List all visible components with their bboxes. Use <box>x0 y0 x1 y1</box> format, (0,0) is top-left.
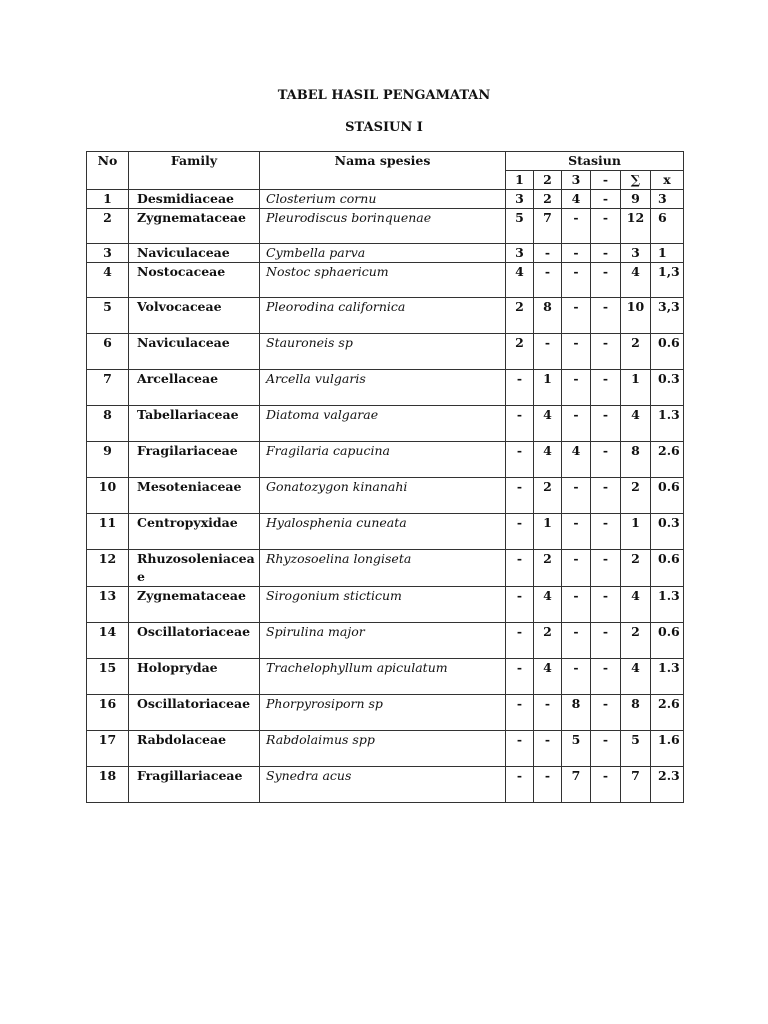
table-row <box>87 695 684 731</box>
species-cell: Rabdolaimus spp <box>260 731 506 767</box>
family-cell: Oscillatoriaceae <box>129 623 260 659</box>
row-number: 8 <box>87 406 129 442</box>
station-1-cell: 3 <box>506 244 534 263</box>
sum-cell: 4 <box>621 263 651 298</box>
station-2-cell: - <box>534 767 562 803</box>
species-cell: Gonatozygon kinanahi <box>260 478 506 514</box>
family-cell: Oscillatoriaceae <box>129 695 260 731</box>
species-cell: Sirogonium sticticum <box>260 587 506 623</box>
family-cell: Zygnemataceae <box>129 209 260 244</box>
species-cell: Nostoc sphaericum <box>260 263 506 298</box>
station-1-cell: 4 <box>506 263 534 298</box>
station-2-cell: 8 <box>534 298 562 334</box>
station-3-cell: - <box>562 514 591 550</box>
row-number: 11 <box>87 514 129 550</box>
header-no: No <box>87 152 129 190</box>
sum-cell: 3 <box>621 244 651 263</box>
family-cell: Fragillariaceae <box>129 767 260 803</box>
station-1-cell: - <box>506 478 534 514</box>
species-cell: Diatoma valgarae <box>260 406 506 442</box>
row-number: 12 <box>87 550 129 587</box>
species-cell: Hyalosphenia cuneata <box>260 514 506 550</box>
subheader-station-2: 2 <box>534 171 562 190</box>
station-2-cell: 4 <box>534 587 562 623</box>
table-row <box>87 623 684 659</box>
station-3-cell: - <box>562 406 591 442</box>
sum-cell: 8 <box>621 442 651 478</box>
station-4-cell: - <box>591 514 621 550</box>
species-cell: Synedra acus <box>260 767 506 803</box>
station-1-cell: - <box>506 731 534 767</box>
species-cell: Arcella vulgaris <box>260 370 506 406</box>
station-2-cell: - <box>534 334 562 370</box>
row-number: 2 <box>87 209 129 244</box>
sum-cell: 10 <box>621 298 651 334</box>
station-4-cell: - <box>591 406 621 442</box>
table-row <box>87 659 684 695</box>
family-cell: Tabellariaceae <box>129 406 260 442</box>
station-2-cell: 2 <box>534 478 562 514</box>
species-cell: Stauroneis sp <box>260 334 506 370</box>
station-1-cell: - <box>506 550 534 587</box>
station-4-cell: - <box>591 767 621 803</box>
row-number: 9 <box>87 442 129 478</box>
station-3-cell: 5 <box>562 731 591 767</box>
table-row <box>87 442 684 478</box>
mean-cell: 0.6 <box>651 623 684 659</box>
species-cell: Phorpyrosiporn sp <box>260 695 506 731</box>
row-number: 10 <box>87 478 129 514</box>
station-4-cell: - <box>591 695 621 731</box>
station-1-cell: 3 <box>506 190 534 209</box>
species-cell: Closterium cornu <box>260 190 506 209</box>
mean-cell: 1,3 <box>651 263 684 298</box>
station-4-cell: - <box>591 334 621 370</box>
station-1-cell: 2 <box>506 334 534 370</box>
row-number: 1 <box>87 190 129 209</box>
family-cell: Nostocaceae <box>129 263 260 298</box>
row-number: 17 <box>87 731 129 767</box>
species-cell: Pleurodiscus borinquenae <box>260 209 506 244</box>
station-4-cell: - <box>591 623 621 659</box>
family-cell: Volvocaceae <box>129 298 260 334</box>
station-2-cell: - <box>534 695 562 731</box>
station-4-cell: - <box>591 587 621 623</box>
species-cell: Trachelophyllum apiculatum <box>260 659 506 695</box>
sum-cell: 4 <box>621 659 651 695</box>
observation-table <box>86 151 684 803</box>
sum-cell: 1 <box>621 370 651 406</box>
sum-cell: 8 <box>621 695 651 731</box>
sum-cell: 2 <box>621 550 651 587</box>
row-number: 3 <box>87 244 129 263</box>
sum-cell: 5 <box>621 731 651 767</box>
mean-cell: 0.3 <box>651 370 684 406</box>
station-3-cell: 4 <box>562 190 591 209</box>
subheader-station-3: 3 <box>562 171 591 190</box>
mean-cell: 0.3 <box>651 514 684 550</box>
station-3-cell: 8 <box>562 695 591 731</box>
subheader-mean: x <box>651 171 684 190</box>
station-1-cell: 5 <box>506 209 534 244</box>
mean-cell: 1.3 <box>651 659 684 695</box>
station-2-cell: 4 <box>534 442 562 478</box>
station-3-cell: - <box>562 659 591 695</box>
station-2-cell: - <box>534 244 562 263</box>
species-cell: Pleorodina californica <box>260 298 506 334</box>
station-2-cell: - <box>534 263 562 298</box>
station-2-cell: 7 <box>534 209 562 244</box>
table-body <box>87 190 684 803</box>
species-cell: Spirulina major <box>260 623 506 659</box>
station-2-cell: 1 <box>534 370 562 406</box>
table-row <box>87 244 684 263</box>
station-3-cell: - <box>562 478 591 514</box>
mean-cell: 3 <box>651 190 684 209</box>
table-row <box>87 263 684 298</box>
mean-cell: 6 <box>651 209 684 244</box>
station-3-cell: - <box>562 263 591 298</box>
station-4-cell: - <box>591 478 621 514</box>
family-cell: Rabdolaceae <box>129 731 260 767</box>
station-4-cell: - <box>591 731 621 767</box>
station-1-cell: - <box>506 695 534 731</box>
table-row <box>87 406 684 442</box>
table-row <box>87 731 684 767</box>
species-cell: Cymbella parva <box>260 244 506 263</box>
family-cell: Rhuzosoleniaceae <box>129 550 260 587</box>
row-number: 14 <box>87 623 129 659</box>
station-2-cell: 2 <box>534 190 562 209</box>
station-3-cell: - <box>562 298 591 334</box>
subheader-station-4: - <box>591 171 621 190</box>
station-3-cell: - <box>562 550 591 587</box>
family-cell: Desmidiaceae <box>129 190 260 209</box>
station-3-cell: - <box>562 370 591 406</box>
station-3-cell: 4 <box>562 442 591 478</box>
station-2-cell: - <box>534 731 562 767</box>
station-4-cell: - <box>591 659 621 695</box>
table-row <box>87 550 684 587</box>
station-4-cell: - <box>591 190 621 209</box>
row-number: 18 <box>87 767 129 803</box>
sum-cell: 9 <box>621 190 651 209</box>
table-row <box>87 298 684 334</box>
sum-cell: 7 <box>621 767 651 803</box>
station-1-cell: - <box>506 406 534 442</box>
family-cell: Fragilariaceae <box>129 442 260 478</box>
station-3-cell: - <box>562 587 591 623</box>
station-1-cell: - <box>506 623 534 659</box>
sum-cell: 2 <box>621 478 651 514</box>
table-row <box>87 587 684 623</box>
station-1-cell: - <box>506 370 534 406</box>
table-row <box>87 478 684 514</box>
mean-cell: 3,3 <box>651 298 684 334</box>
station-4-cell: - <box>591 442 621 478</box>
family-cell: Arcellaceae <box>129 370 260 406</box>
station-2-cell: 1 <box>534 514 562 550</box>
family-cell: Naviculaceae <box>129 244 260 263</box>
station-1-cell: - <box>506 587 534 623</box>
header-family: Family <box>129 152 260 190</box>
mean-cell: 1.3 <box>651 587 684 623</box>
station-4-cell: - <box>591 550 621 587</box>
row-number: 5 <box>87 298 129 334</box>
station-2-cell: 4 <box>534 659 562 695</box>
sum-cell: 2 <box>621 334 651 370</box>
mean-cell: 2.3 <box>651 767 684 803</box>
family-cell: Holoprydae <box>129 659 260 695</box>
species-cell: Fragilaria capucina <box>260 442 506 478</box>
table-row <box>87 514 684 550</box>
mean-cell: 2.6 <box>651 442 684 478</box>
station-3-cell: - <box>562 244 591 263</box>
row-number: 7 <box>87 370 129 406</box>
station-4-cell: - <box>591 370 621 406</box>
document-subtitle: STASIUN I <box>345 120 423 135</box>
station-3-cell: - <box>562 209 591 244</box>
station-3-cell: - <box>562 334 591 370</box>
station-3-cell: - <box>562 623 591 659</box>
mean-cell: 0.6 <box>651 334 684 370</box>
station-4-cell: - <box>591 244 621 263</box>
header-station: Stasiun <box>506 152 684 171</box>
station-1-cell: 2 <box>506 298 534 334</box>
station-4-cell: - <box>591 263 621 298</box>
station-1-cell: - <box>506 442 534 478</box>
sum-cell: 2 <box>621 623 651 659</box>
station-1-cell: - <box>506 767 534 803</box>
subheader-station-1: 1 <box>506 171 534 190</box>
header-row <box>87 152 684 171</box>
station-2-cell: 4 <box>534 406 562 442</box>
mean-cell: 1.3 <box>651 406 684 442</box>
family-cell: Naviculaceae <box>129 334 260 370</box>
mean-cell: 1.6 <box>651 731 684 767</box>
header-species: Nama spesies <box>260 152 506 190</box>
document-title: TABEL HASIL PENGAMATAN <box>277 88 491 103</box>
family-cell: Centropyxidae <box>129 514 260 550</box>
sum-cell: 4 <box>621 406 651 442</box>
station-1-cell: - <box>506 514 534 550</box>
sum-cell: 1 <box>621 514 651 550</box>
table-row <box>87 209 684 244</box>
subheader-sum: ∑ <box>621 171 651 190</box>
station-2-cell: 2 <box>534 623 562 659</box>
table-row <box>87 190 684 209</box>
row-number: 4 <box>87 263 129 298</box>
station-4-cell: - <box>591 298 621 334</box>
table-row <box>87 334 684 370</box>
sum-cell: 12 <box>621 209 651 244</box>
species-cell: Rhyzosoelina longiseta <box>260 550 506 587</box>
family-cell: Zygnemataceae <box>129 587 260 623</box>
station-2-cell: 2 <box>534 550 562 587</box>
row-number: 15 <box>87 659 129 695</box>
sum-cell: 4 <box>621 587 651 623</box>
mean-cell: 0.6 <box>651 478 684 514</box>
mean-cell: 2.6 <box>651 695 684 731</box>
station-3-cell: 7 <box>562 767 591 803</box>
row-number: 13 <box>87 587 129 623</box>
mean-cell: 0.6 <box>651 550 684 587</box>
station-1-cell: - <box>506 659 534 695</box>
family-cell: Mesoteniaceae <box>129 478 260 514</box>
mean-cell: 1 <box>651 244 684 263</box>
row-number: 6 <box>87 334 129 370</box>
table-row <box>87 767 684 803</box>
row-number: 16 <box>87 695 129 731</box>
table-row <box>87 370 684 406</box>
station-4-cell: - <box>591 209 621 244</box>
